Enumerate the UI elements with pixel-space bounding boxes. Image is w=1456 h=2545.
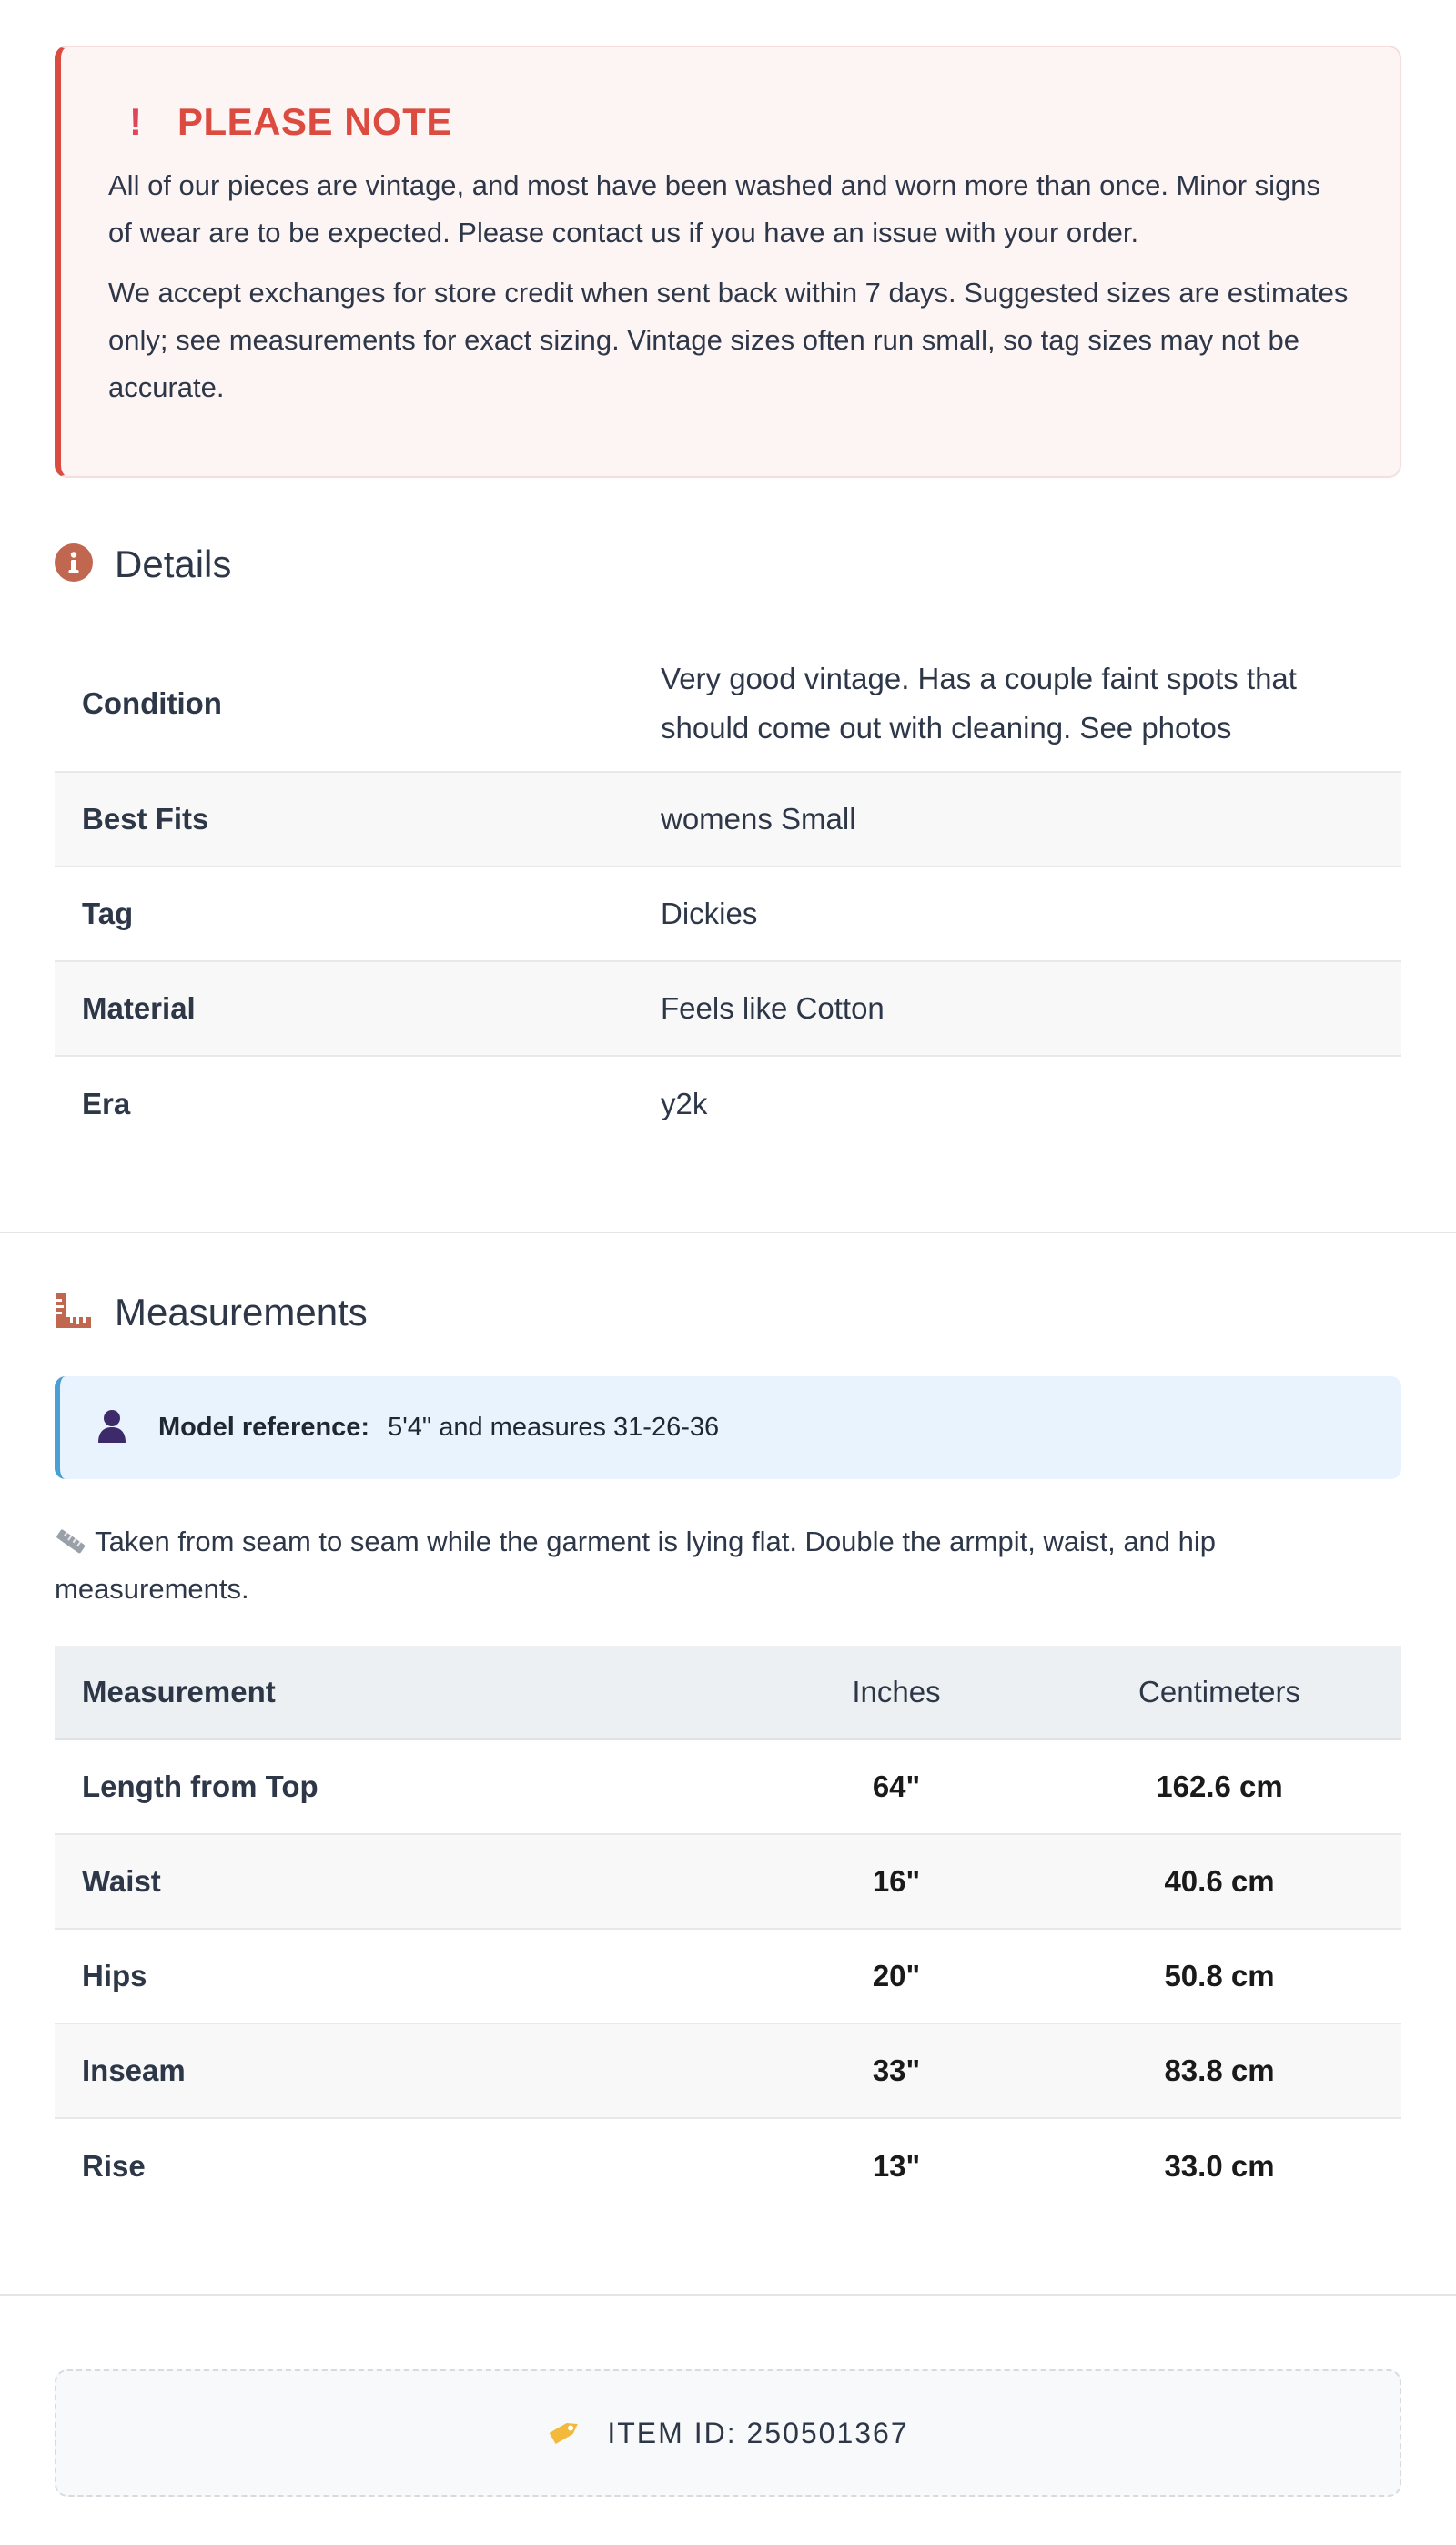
- section-divider: [0, 2294, 1456, 2296]
- header-measurement: Measurement: [82, 1674, 276, 1708]
- details-row-condition: [55, 635, 1401, 773]
- measurement-cm: 40.6 cm: [1164, 1864, 1275, 1898]
- notice-title: PLEASE NOTE: [177, 100, 452, 143]
- details-row-label: Material: [82, 991, 196, 1025]
- please-note-box: [55, 46, 1401, 478]
- measurement-inches: 16": [872, 1864, 921, 1898]
- details-row-label: Tag: [82, 897, 134, 930]
- details-row-label: Condition: [82, 685, 222, 720]
- details-row-material: [55, 962, 1401, 1057]
- model-reference-value: 5'4" and measures 31-26-36: [388, 1413, 720, 1442]
- measurement-cm: 162.6 cm: [1156, 1769, 1283, 1803]
- exclamation-icon: !: [129, 100, 142, 143]
- measurements-header: [55, 1291, 368, 1334]
- measurement-cm: 83.8 cm: [1164, 2053, 1275, 2087]
- table-row: [55, 1930, 1401, 2024]
- ruler-pencil-icon: [55, 1526, 95, 1557]
- notice-paragraph: All of our pieces are vintage, and most have been washed and worn more than once. Minor signs of wear are to be expected. Please contact us if you have an issue with your order.: [108, 169, 1321, 248]
- details-row-value: Dickies: [661, 897, 758, 930]
- measurement-name: Waist: [82, 1864, 161, 1898]
- measurement-name: Length from Top: [82, 1769, 318, 1803]
- item-id-label: ITEM ID: 250501367: [607, 2416, 909, 2449]
- info-circle-icon: [55, 543, 93, 586]
- ruler-icon: [55, 1292, 93, 1334]
- details-row-era: [55, 1057, 1401, 1151]
- details-row-label: Era: [82, 1087, 131, 1120]
- details-row-tag: [55, 867, 1401, 962]
- table-row: [55, 2024, 1401, 2119]
- measurement-cm: 50.8 cm: [1164, 1959, 1275, 1992]
- table-row: [55, 1740, 1401, 1835]
- measurement-name: Rise: [82, 2149, 146, 2183]
- details-row-value: y2k: [661, 1087, 708, 1120]
- table-row: [55, 2119, 1401, 2214]
- measurement-note-text: Taken from seam to seam while the garment is lying flat. Double the armpit, waist, and hip measurements.: [55, 1526, 1217, 1605]
- measurement-inches: 20": [872, 1959, 921, 1992]
- measurement-inches: 64": [872, 1769, 921, 1803]
- details-row-label: Best Fits: [82, 802, 209, 836]
- model-reference-label: Model reference:: [158, 1413, 370, 1442]
- measurement-name: Hips: [82, 1959, 147, 1992]
- details-row-best-fits: [55, 773, 1401, 867]
- details-row-value: Very good vintage. Has a couple faint spots that should come out with cleaning. See photos: [661, 661, 1297, 745]
- header-centimeters: Centimeters: [1138, 1674, 1300, 1708]
- measurement-name: Inseam: [82, 2053, 186, 2087]
- details-title: Details: [115, 542, 232, 585]
- details-header: [55, 542, 231, 586]
- measurement-cm: 33.0 cm: [1164, 2149, 1275, 2183]
- person-icon: [96, 1408, 127, 1447]
- model-reference-box: [55, 1376, 1401, 1479]
- notice-header: [108, 98, 1350, 146]
- item-id-box: [55, 2369, 1401, 2497]
- table-row: [55, 1835, 1401, 1930]
- section-divider: [0, 1232, 1456, 1233]
- measurements-title: Measurements: [115, 1291, 368, 1333]
- details-table: [55, 635, 1401, 1151]
- measurements-table-header: [55, 1646, 1401, 1740]
- measurements-table: [55, 1646, 1401, 2214]
- details-row-value: womens Small: [661, 802, 856, 836]
- header-inches: Inches: [852, 1674, 941, 1708]
- measurement-inches: 13": [872, 2149, 921, 2183]
- tag-icon: [547, 2416, 583, 2451]
- details-row-value: Feels like Cotton: [661, 991, 885, 1025]
- notice-paragraph: We accept exchanges for store credit when sent back within 7 days. Suggested sizes are estimates only; see measurements for exact sizing. Vintage sizes often run small, so tag sizes may not be accurate.: [108, 277, 1349, 403]
- measurement-inches: 33": [872, 2053, 921, 2087]
- measurement-note: [55, 1518, 1365, 1613]
